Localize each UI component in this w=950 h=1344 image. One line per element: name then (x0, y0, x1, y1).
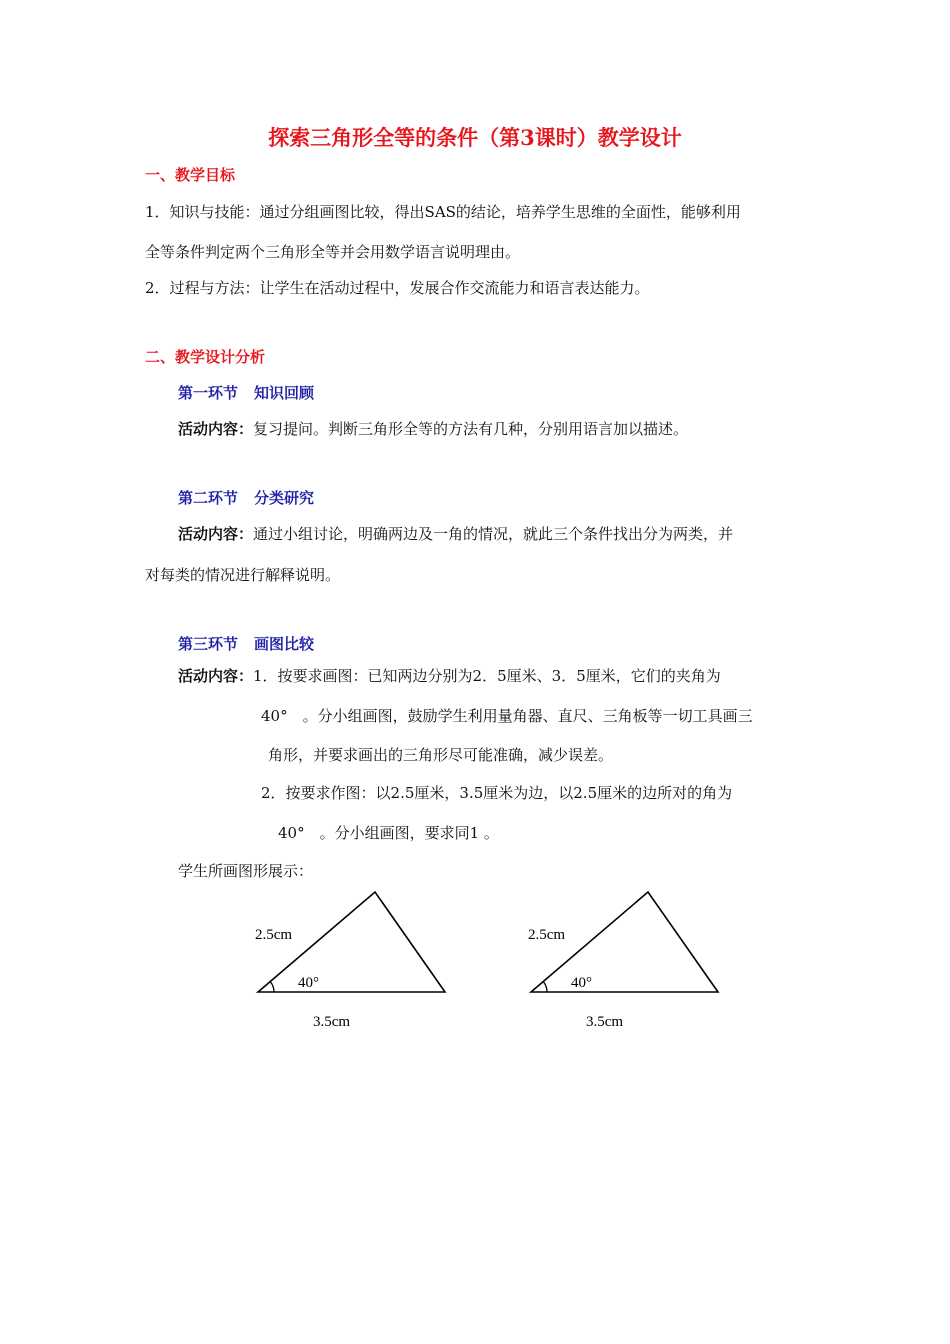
triangle-1-angle-label: 40° (298, 975, 319, 991)
triangle-2-side-label: 2.5cm (528, 927, 566, 943)
triangle-1-base-label: 3.5cm (313, 1014, 351, 1030)
stage-2-name: 第二环节 (178, 489, 239, 507)
objective-1-line-1: 1．知识与技能：通过分组画图比较，得出SAS的结论，培养学生思维的全面性，能够利用 (145, 203, 741, 221)
triangle-1-side-label: 2.5cm (255, 927, 293, 943)
triangle-figure-1 (240, 880, 480, 1040)
stage-3-topic: 画图比较 (254, 635, 315, 653)
stage-3-item-2-line-1: 2．按要求作图：以2.5厘米，3.5厘米为边，以2.5厘米的边所对的角为 (261, 784, 733, 802)
stage-3-item-1-line-3: 角形，并要求画出的三角形尽可能准确，减少误差。 (268, 746, 614, 764)
stage-1-text: 复习提问。判断三角形全等的方法有几种，分别用语言加以描述。 (253, 420, 689, 438)
activity-label: 活动内容： (178, 667, 254, 685)
stage-1-heading (178, 382, 314, 403)
triangle-2-base-label: 3.5cm (586, 1014, 624, 1030)
document-title: 探索三角形全等的条件（第3课时）教学设计 (268, 125, 682, 150)
triangle-figure-2 (513, 880, 753, 1040)
stage-1-content (178, 418, 688, 439)
section-heading-objectives: 一、教学目标 (145, 166, 236, 184)
section-heading-analysis: 二、教学设计分析 (145, 348, 266, 366)
objective-1-line-2: 全等条件判定两个三角形全等并会用数学语言说明理由。 (145, 243, 521, 261)
triangle-2-angle-arc (543, 982, 547, 992)
figure-display-caption: 学生所画图形展示： (178, 862, 314, 880)
stage-2-topic: 分类研究 (254, 489, 315, 507)
objective-2: 2．过程与方法：让学生在活动过程中，发展合作交流能力和语言表达能力。 (145, 279, 650, 297)
stage-3-item-1-line-2: 40° 。分小组画图，鼓励学生利用量角器、直尺、三角板等一切工具画三 (261, 707, 753, 725)
triangle-1-angle-arc (270, 982, 274, 992)
stage-3-item-1-text: 1．按要求画图：已知两边分别为2．5厘米、3．5厘米，它们的夹角为 (253, 667, 721, 685)
activity-label: 活动内容： (178, 420, 254, 438)
activity-label: 活动内容： (178, 525, 254, 543)
triangle-2-angle-label: 40° (571, 975, 592, 991)
stage-1-topic: 知识回顾 (254, 384, 315, 402)
stage-2-heading (178, 487, 314, 508)
stage-2-content (178, 523, 733, 544)
stage-3-heading (178, 633, 314, 654)
stage-3-item-1-line-1 (178, 665, 721, 686)
stage-2-text-line-2: 对每类的情况进行解释说明。 (145, 566, 341, 584)
stage-1-name: 第一环节 (178, 384, 239, 402)
stage-3-item-2-line-2: 40° 。分小组画图，要求同1 。 (278, 824, 499, 842)
stage-2-text-line-1: 通过小组讨论，明确两边及一角的情况，就此三个条件找出分为两类，并 (253, 525, 734, 543)
stage-3-name: 第三环节 (178, 635, 239, 653)
